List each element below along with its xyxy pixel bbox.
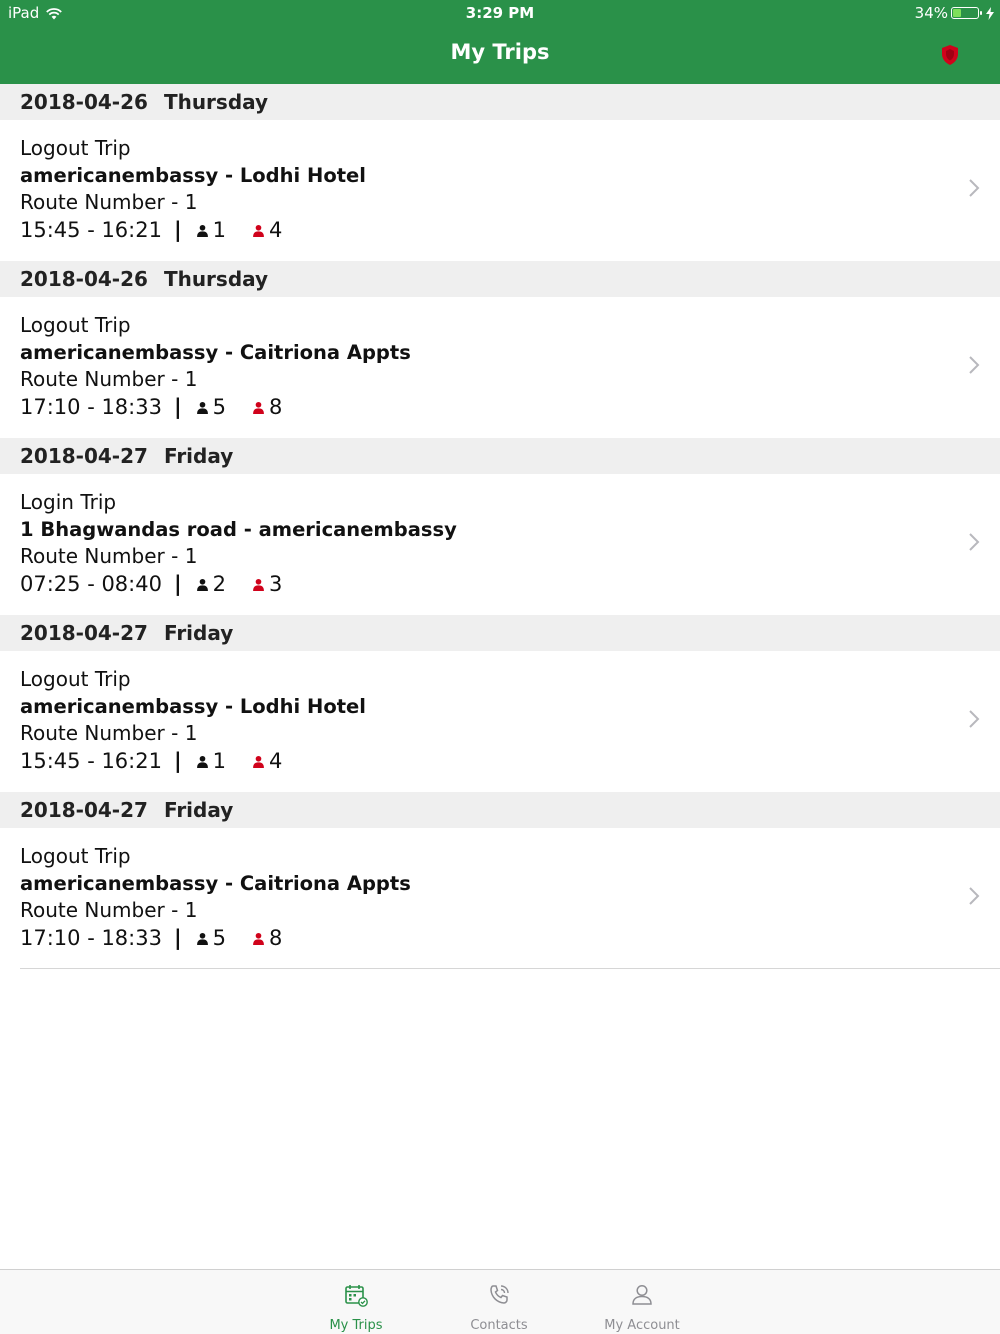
trip-day: Thursday [163,267,269,291]
trip-type: Logout Trip [20,667,131,691]
user-icon [629,1282,655,1308]
trip-route: americanembassy - Lodhi Hotel [20,695,366,718]
trip-time-line [20,570,1000,599]
trip-row[interactable] [0,297,1000,438]
chevron-right-icon [968,886,980,906]
tab-bar [0,1269,1000,1334]
trip-date: 2018-04-26 [20,267,148,291]
trip-type: Logout Trip [20,844,131,868]
employee-count-value: 1 [212,218,227,242]
trip-route: americanembassy - Caitriona Appts [20,872,411,895]
employee-count [196,216,226,245]
battery-icon [951,7,979,19]
employee-count-value: 2 [212,572,227,596]
trip-date: 2018-04-27 [20,444,148,468]
device-name: iPad [8,4,40,22]
section-header [0,438,1000,474]
trip-type: Login Trip [20,490,117,514]
trip-date: 2018-04-27 [20,798,148,822]
employee-count [196,747,226,776]
employee-count-value: 5 [212,926,227,950]
trip-type: Logout Trip [20,313,131,337]
escort-count [252,747,282,776]
route-number: Route Number - 1 [20,721,198,745]
escort-icon [252,578,265,591]
separator: | [173,749,182,773]
chevron-right-icon [968,178,980,198]
tab-my-account[interactable] [582,1278,702,1333]
separator: | [173,395,182,419]
route-number: Route Number - 1 [20,367,198,391]
status-time: 3:29 PM [465,4,535,22]
employee-count [196,393,226,422]
separator: | [173,218,182,242]
escort-icon [252,224,265,237]
person-icon [196,224,209,237]
navigation-bar [0,0,1000,84]
trip-row[interactable] [0,120,1000,261]
trip-date: 2018-04-26 [20,90,148,114]
tab-contacts[interactable] [439,1278,559,1333]
employee-count [196,924,226,953]
chevron-right-icon [968,709,980,729]
section-header [0,615,1000,651]
battery-level [953,9,961,17]
route-number: Route Number - 1 [20,898,198,922]
sos-shield-icon[interactable] [940,44,960,66]
trip-time: 15:45 - 16:21 [20,749,162,773]
trip-row[interactable] [20,828,1000,969]
escort-count-value: 3 [269,572,283,596]
tab-label: Contacts [470,1318,528,1333]
trip-day: Thursday [163,90,269,114]
employee-count [196,570,226,599]
trip-route: americanembassy - Lodhi Hotel [20,164,366,187]
trip-list [0,84,1000,969]
trip-time: 07:25 - 08:40 [20,572,162,596]
trip-route: americanembassy - Caitriona Appts [20,341,411,364]
escort-count [252,393,282,422]
trip-time: 17:10 - 18:33 [20,395,162,419]
escort-icon [252,401,265,414]
escort-count [252,216,282,245]
trip-row[interactable] [0,651,1000,792]
trip-route: 1 Bhagwandas road - americanembassy [20,518,457,541]
trip-time: 17:10 - 18:33 [20,926,162,950]
trip-day: Friday [163,798,234,822]
chevron-right-icon [968,532,980,552]
escort-count-value: 8 [269,395,283,419]
section-header [0,261,1000,297]
escort-count-value: 8 [269,926,283,950]
escort-count-value: 4 [269,218,283,242]
status-bar-right [915,4,994,22]
person-icon [196,578,209,591]
trip-time-line [20,924,1000,953]
section-header [0,792,1000,828]
phone-icon [486,1282,512,1308]
person-icon [196,932,209,945]
route-number: Route Number - 1 [20,544,198,568]
trip-time: 15:45 - 16:21 [20,218,162,242]
trip-type: Logout Trip [20,136,131,160]
employee-count-value: 1 [212,749,227,773]
trip-time-line [20,747,1000,776]
calendar-icon [343,1282,369,1308]
person-icon [196,401,209,414]
trip-day: Friday [163,621,234,645]
trip-time-line [20,393,1000,422]
escort-count [252,570,282,599]
trip-day: Friday [163,444,234,468]
charging-icon [986,7,994,20]
chevron-right-icon [968,355,980,375]
tab-my-trips[interactable] [296,1278,416,1333]
tab-label: My Account [604,1318,680,1333]
escort-count-value: 4 [269,749,283,773]
employee-count-value: 5 [212,395,227,419]
trip-row[interactable] [0,474,1000,615]
separator: | [173,572,182,596]
tab-label: My Trips [329,1318,383,1333]
section-header [0,84,1000,120]
route-number: Route Number - 1 [20,190,198,214]
trip-date: 2018-04-27 [20,621,148,645]
person-icon [196,755,209,768]
escort-icon [252,932,265,945]
escort-count [252,924,282,953]
battery-percent: 34% [914,4,948,22]
escort-icon [252,755,265,768]
separator: | [173,926,182,950]
trip-time-line [20,216,1000,245]
page-title: My Trips [450,40,550,64]
